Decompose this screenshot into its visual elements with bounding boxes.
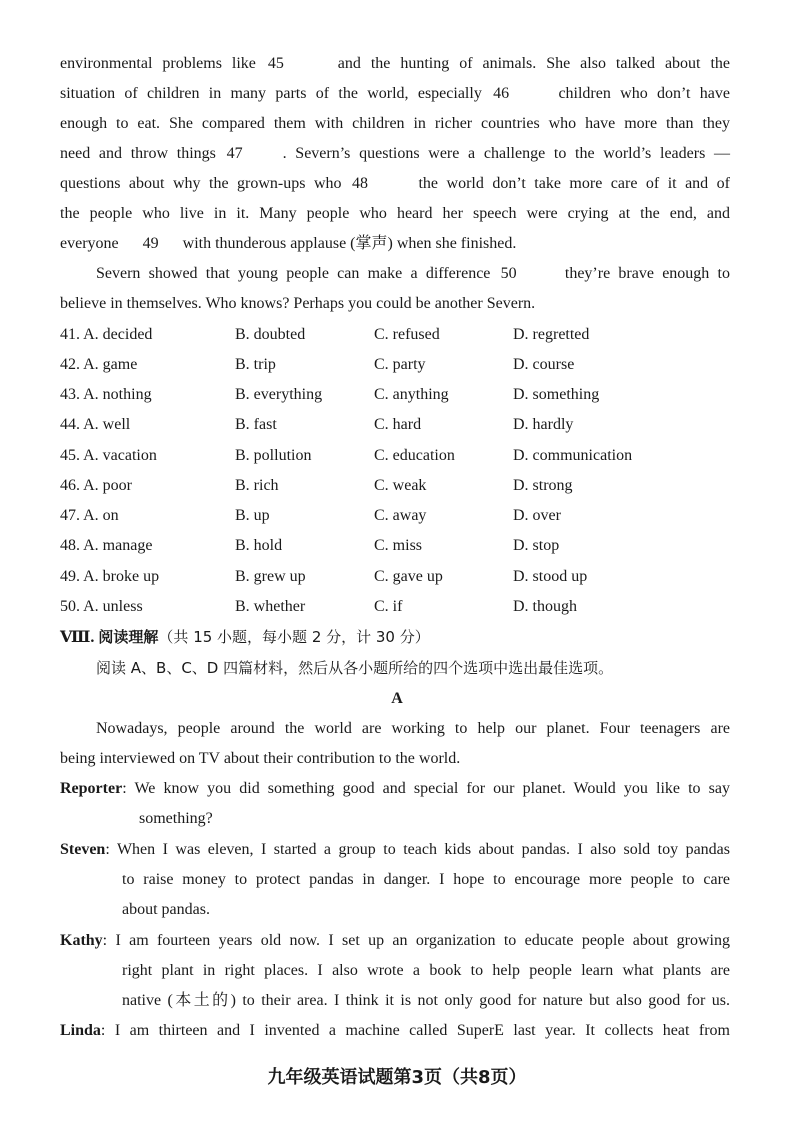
- cloze-text: the people who live in it. Many people who heard her speech were crying at the end, and: [60, 205, 730, 222]
- option-d: D. over: [513, 507, 561, 524]
- question-43-options: [60, 380, 740, 410]
- option-c: C. party: [374, 356, 426, 373]
- option-b: B. grew up: [235, 568, 306, 585]
- section-heading: [60, 622, 730, 653]
- option-c: C. gave up: [374, 568, 443, 585]
- cloze-text: the world don’t take more care of it and of: [410, 175, 730, 192]
- option-a: 45. A. vacation: [60, 447, 157, 464]
- blank-49: 49: [142, 235, 159, 252]
- option-c: C. anything: [374, 386, 449, 403]
- option-a: 49. A. broke up: [60, 568, 160, 585]
- blank-47: 47: [226, 145, 243, 162]
- question-45-options: [60, 441, 740, 471]
- option-d: D. hardly: [513, 416, 574, 433]
- option-a: 47. A. on: [60, 507, 119, 524]
- blank-50: 50: [500, 265, 517, 282]
- reporter-line-1: [60, 774, 730, 804]
- option-a: 44. A. well: [60, 416, 131, 433]
- kathy-line-1: [60, 926, 730, 956]
- option-d: D. stood up: [513, 568, 588, 585]
- option-a: 46. A. poor: [60, 477, 132, 494]
- passage-letter: A: [391, 690, 403, 707]
- option-c: C. weak: [374, 477, 427, 494]
- cloze-line-3: [60, 109, 730, 139]
- option-c: C. if: [374, 598, 403, 615]
- option-a: 41. A. decided: [60, 326, 153, 343]
- cloze-text: . Severn’s questions were a challenge to the world’s leaders —: [282, 145, 731, 162]
- cloze-line-5: [60, 169, 730, 199]
- question-47-options: [60, 501, 740, 531]
- question-50-options: [60, 592, 740, 622]
- option-a: 48. A. manage: [60, 537, 153, 554]
- section-note: （共 15 小题，每小题 2 分，计 30 分）: [158, 628, 430, 646]
- option-b: B. up: [235, 507, 270, 524]
- option-c: C. education: [374, 447, 455, 464]
- option-d: D. regretted: [513, 326, 590, 343]
- cloze-text: everyone: [60, 235, 123, 252]
- speaker-kathy: Kathy: [60, 932, 103, 949]
- question-42-options: [60, 350, 740, 380]
- option-b: B. pollution: [235, 447, 312, 464]
- dialogue-text: : When I was eleven, I started a group to teach kids about pandas. I also sold toy pandas: [105, 841, 730, 858]
- steven-line-1: [60, 835, 730, 865]
- option-c: C. hard: [374, 416, 422, 433]
- intro-line-2: being interviewed on TV about their contribution to the world.: [60, 750, 461, 767]
- speaker-linda: Linda: [60, 1022, 101, 1039]
- option-a: 43. A. nothing: [60, 386, 152, 403]
- steven-line-3: about pandas.: [122, 901, 210, 918]
- cloze-text: with thunderous applause (掌声) when she finished.: [178, 235, 517, 252]
- option-c: C. refused: [374, 326, 440, 343]
- cloze-text: need and throw things: [60, 145, 225, 162]
- option-a: 50. A. unless: [60, 598, 143, 615]
- cloze-text: Severn showed that young people can make a difference: [96, 265, 499, 282]
- question-46-options: [60, 471, 740, 501]
- question-49-options: [60, 562, 740, 592]
- option-d: D. strong: [513, 477, 573, 494]
- option-b: B. fast: [235, 416, 277, 433]
- cloze-text: children who don’t have: [549, 85, 731, 102]
- option-d: D. course: [513, 356, 575, 373]
- speaker-steven: Steven: [60, 841, 106, 858]
- option-c: C. away: [374, 507, 427, 524]
- option-d: D. communication: [513, 447, 633, 464]
- cloze-text: they’re brave enough to: [556, 265, 730, 282]
- question-48-options: [60, 531, 740, 561]
- option-c: C. miss: [374, 537, 423, 554]
- option-a: 42. A. game: [60, 356, 138, 373]
- dialogue-text: : I am fourteen years old now. I set up an organization to educate people about growing: [102, 932, 730, 949]
- dialogue-text: : I am thirteen and I invented a machine called SuperE last year. It collects heat from: [100, 1022, 730, 1039]
- cloze-text: enough to eat. She compared them with children in richer countries who have more than they: [60, 115, 730, 132]
- option-b: B. whether: [235, 598, 306, 615]
- option-b: B. trip: [235, 356, 276, 373]
- option-b: B. hold: [235, 537, 283, 554]
- option-d: D. though: [513, 598, 577, 615]
- blank-45: 45: [267, 55, 284, 72]
- page-footer: 九年级英语试题第3页（共8页）: [267, 1067, 527, 1088]
- dialogue-text: : We know you did something good and special for our planet. Would you like to say: [122, 780, 730, 797]
- linda-line-1: [60, 1016, 730, 1046]
- kathy-line-2: right plant in right places. I also wrote a book to help people learn what plants are: [122, 962, 730, 979]
- blank-48: 48: [352, 175, 368, 192]
- question-44-options: [60, 410, 740, 440]
- option-d: D. stop: [513, 537, 560, 554]
- option-d: D. something: [513, 386, 600, 403]
- intro-line-1: Nowadays, people around the world are working to help our planet. Four teenagers are: [96, 720, 730, 737]
- steven-line-2: to raise money to protect pandas in danger. I hope to encourage more people to care: [122, 871, 730, 888]
- blank-46: 46: [493, 85, 510, 102]
- cloze-line-1: [60, 49, 730, 79]
- cloze-text: believe in themselves. Who knows? Perhaps you could be another Severn.: [60, 295, 536, 312]
- cloze-text: questions about why the grown-ups who: [60, 175, 350, 192]
- cloze-line-6: [60, 199, 730, 229]
- cloze-line-2: [60, 79, 730, 109]
- reporter-line-2: something?: [139, 810, 213, 827]
- option-b: B. rich: [235, 477, 279, 494]
- cloze-text: and the hunting of animals. She also talked about the: [327, 55, 731, 72]
- cloze-text: environmental problems like: [60, 55, 266, 72]
- kathy-line-3: native (本土的) to their area. I think it is not only good for nature but also good for us.: [122, 992, 730, 1009]
- section-title: 阅读理解: [98, 628, 159, 646]
- cloze-line-9: [60, 289, 730, 319]
- section-instruction: 阅读 A、B、C、D 四篇材料，然后从各小题所给的四个选项中选出最佳选项。: [96, 659, 614, 677]
- speaker-reporter: Reporter: [60, 780, 123, 797]
- cloze-text: situation of children in many parts of the world, especially: [60, 85, 492, 102]
- section-number: Ⅷ.: [60, 629, 95, 646]
- option-b: B. everything: [235, 386, 323, 403]
- option-b: B. doubted: [235, 326, 306, 343]
- question-41-options: [60, 320, 740, 350]
- cloze-line-7: [60, 229, 730, 259]
- cloze-line-4: [60, 139, 730, 169]
- cloze-line-8: [96, 259, 730, 289]
